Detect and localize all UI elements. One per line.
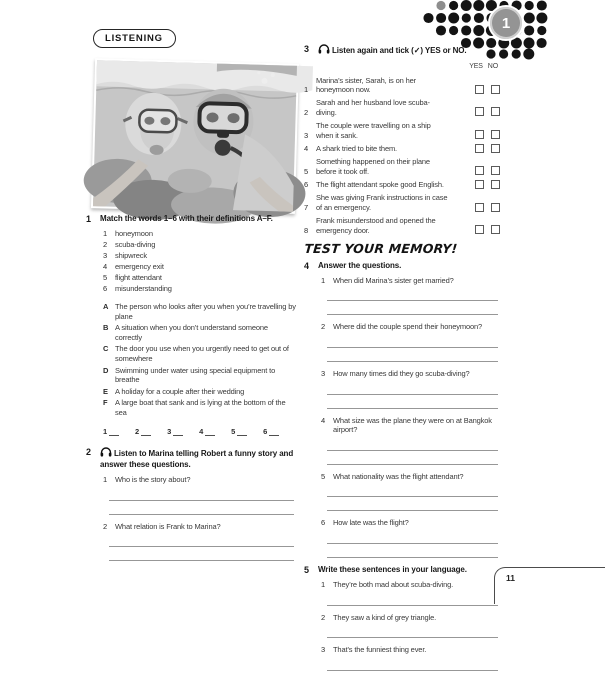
right-column xyxy=(304,44,500,678)
sentence-block xyxy=(304,580,500,606)
answer-line[interactable] xyxy=(327,438,498,451)
unit-number: 1 xyxy=(501,14,511,32)
statement-num: 5 xyxy=(304,166,309,176)
answer-line[interactable] xyxy=(327,335,498,348)
question-num: 3 xyxy=(321,369,326,378)
question-text: Who is the story about? xyxy=(115,475,191,485)
answer-line[interactable] xyxy=(327,288,498,301)
slot-num: 1 xyxy=(103,426,108,436)
question-text: What size was the plane they were on at Bangkok airport? xyxy=(333,415,492,435)
sentence-num: 2 xyxy=(321,612,326,622)
statement-row xyxy=(304,157,500,176)
sentence-text: That’s the funniest thing ever. xyxy=(333,645,427,655)
definition-text: A situation when you don’t understand someone correctly xyxy=(115,323,268,342)
section-label: LISTENING xyxy=(105,33,163,44)
answer-slot[interactable] xyxy=(167,427,183,437)
definition-item xyxy=(103,398,296,417)
sentence-text: They saw a kind of grey triangle. xyxy=(333,612,437,622)
statement-row xyxy=(304,121,500,140)
definition-text: The person who looks after you when you’re travelling by plane xyxy=(115,302,296,321)
word-text: emergency exit xyxy=(115,262,164,272)
sentence-text: They’re both mad about scuba-diving. xyxy=(333,579,454,589)
slot-num: 3 xyxy=(167,426,172,436)
definition-letter: F xyxy=(103,398,108,408)
exercise-2 xyxy=(86,447,296,561)
question-num: 1 xyxy=(103,475,108,485)
word-text: flight attendant xyxy=(115,273,162,283)
slot-blank[interactable] xyxy=(205,427,215,436)
answer-slot[interactable] xyxy=(231,427,247,437)
statement-num: 1 xyxy=(304,85,309,95)
yes-checkbox[interactable] xyxy=(475,203,484,212)
left-column xyxy=(86,214,296,568)
definition-letter: D xyxy=(103,365,109,375)
word-num: 4 xyxy=(103,262,108,272)
no-checkbox[interactable] xyxy=(491,225,500,234)
word-text: scuba-diving xyxy=(115,240,156,250)
definition-item xyxy=(103,366,296,385)
yes-checkbox[interactable] xyxy=(475,180,484,189)
word-text: shipwreck xyxy=(115,251,147,261)
statement-num: 2 xyxy=(304,107,309,117)
statement-text: Frank misunderstood and opened the emergency door. xyxy=(316,216,436,235)
statement-text: Sarah and her husband love scuba-diving. xyxy=(316,98,430,117)
exercise-5-title: Write these sentences in your language. xyxy=(318,564,467,574)
answer-line[interactable] xyxy=(327,593,498,606)
question-num: 5 xyxy=(321,471,326,481)
word-num: 2 xyxy=(103,240,108,250)
statement-num: 8 xyxy=(304,225,309,235)
sentence-num: 1 xyxy=(321,579,326,589)
no-checkbox[interactable] xyxy=(491,107,500,116)
section-header-listening xyxy=(93,29,176,48)
question-text: How many times did they go scuba-diving? xyxy=(333,369,470,378)
yes-checkbox[interactable] xyxy=(475,107,484,116)
statement-text: Marina’s sister, Sarah, is on her honeymoon now. xyxy=(316,75,416,95)
question-text: What nationality was the flight attendant? xyxy=(333,471,464,481)
no-column-label: NO xyxy=(487,63,498,70)
question-block xyxy=(304,472,500,512)
answer-line[interactable] xyxy=(327,625,498,638)
definition-letter: E xyxy=(103,386,108,396)
statement-row xyxy=(304,98,500,117)
answer-line[interactable] xyxy=(109,502,294,515)
answer-line[interactable] xyxy=(327,382,498,395)
word-item xyxy=(103,251,296,261)
page-number-tab xyxy=(494,567,605,604)
word-num: 3 xyxy=(103,251,108,261)
definitions-list xyxy=(86,302,296,418)
question-block xyxy=(86,475,296,515)
word-item xyxy=(103,229,296,239)
question-block xyxy=(304,416,500,465)
answer-slot[interactable] xyxy=(199,427,215,437)
definition-item xyxy=(103,323,296,342)
sentence-block xyxy=(304,613,500,639)
exercise-4 xyxy=(304,261,500,558)
page-number: 11 xyxy=(506,573,515,583)
question-block xyxy=(86,522,296,562)
exercise-2-title xyxy=(100,447,296,470)
definition-item xyxy=(103,302,296,321)
answer-line[interactable] xyxy=(327,396,498,409)
question-num: 2 xyxy=(321,322,326,332)
answer-line[interactable] xyxy=(327,349,498,362)
question-block xyxy=(304,518,500,558)
exercise-3-title-text: Listen again and tick (✓) YES or NO. xyxy=(332,46,467,55)
question-text: Where did the couple spend their honeymoon? xyxy=(333,322,483,332)
yes-checkbox[interactable] xyxy=(475,166,484,175)
sentence-num: 3 xyxy=(321,645,326,655)
statement-text: The couple were travelling on a ship when it sank. xyxy=(316,120,431,140)
no-checkbox[interactable] xyxy=(491,180,500,189)
statement-num: 4 xyxy=(304,144,309,154)
headphones-icon xyxy=(318,44,330,57)
answer-line[interactable] xyxy=(327,545,498,558)
statement-num: 6 xyxy=(304,180,309,190)
definition-item xyxy=(103,387,296,397)
yes-no-header xyxy=(304,62,498,72)
question-num: 1 xyxy=(321,275,326,285)
answer-line[interactable] xyxy=(109,488,294,501)
exercise-5 xyxy=(304,565,500,671)
statement-text: She was giving Frank instructions in case of an emergency. xyxy=(316,193,448,212)
definition-letter: B xyxy=(103,323,109,333)
question-block xyxy=(304,369,500,409)
exercise-1-title: Match the words 1–6 with their definitions A–F. xyxy=(100,214,273,223)
headphones-icon xyxy=(100,447,112,460)
yes-checkbox[interactable] xyxy=(475,130,484,139)
word-item xyxy=(103,240,296,250)
slot-blank[interactable] xyxy=(141,427,151,436)
slot-num: 5 xyxy=(231,426,236,436)
word-num: 5 xyxy=(103,273,108,283)
no-checkbox[interactable] xyxy=(491,130,500,139)
statement-row xyxy=(304,193,500,212)
answer-line[interactable] xyxy=(327,452,498,465)
question-text: How late was the flight? xyxy=(333,518,409,528)
exercise-4-title: Answer the questions. xyxy=(318,260,402,270)
statement-row xyxy=(304,76,500,95)
statement-num: 3 xyxy=(304,130,309,140)
no-checkbox[interactable] xyxy=(491,203,500,212)
question-block xyxy=(304,276,500,316)
statement-text: A shark tried to bite them. xyxy=(316,144,397,154)
exercise-1 xyxy=(86,214,296,436)
unit-number-badge xyxy=(488,5,524,41)
answer-line[interactable] xyxy=(327,484,498,497)
slot-blank[interactable] xyxy=(173,427,183,436)
statement-num: 7 xyxy=(304,202,309,212)
no-checkbox[interactable] xyxy=(491,85,500,94)
definition-item xyxy=(103,344,296,363)
exercise-3 xyxy=(304,44,500,235)
yes-column-label: YES xyxy=(469,63,483,70)
answer-line[interactable] xyxy=(109,548,294,561)
slot-blank[interactable] xyxy=(237,427,247,436)
exercise-4-number: 4 xyxy=(304,260,309,271)
word-text: honeymoon xyxy=(115,229,153,238)
exercise-3-title xyxy=(318,44,467,57)
question-text: When did Marina’s sister get married? xyxy=(333,275,454,285)
definition-text: A large boat that sank and is lying at the bottom of the sea xyxy=(115,398,286,417)
statement-row xyxy=(304,180,500,190)
word-item xyxy=(103,262,296,272)
statement-text: The flight attendant spoke good English. xyxy=(316,180,444,190)
definition-letter: A xyxy=(103,302,109,312)
statement-text: Something happened on their plane before it took off. xyxy=(316,157,430,176)
no-checkbox[interactable] xyxy=(491,166,500,175)
answer-slot[interactable] xyxy=(263,427,279,437)
answer-line[interactable] xyxy=(327,302,498,315)
definition-text: The door you use when you urgently need to get out of somewhere xyxy=(115,344,289,364)
word-text: misunderstanding xyxy=(115,284,172,294)
exercise-3-number: 3 xyxy=(304,44,309,54)
yes-checkbox[interactable] xyxy=(475,144,484,153)
question-text: What relation is Frank to Marina? xyxy=(115,521,221,531)
slot-num: 2 xyxy=(135,426,140,436)
question-num: 2 xyxy=(103,521,108,531)
definition-text: A holiday for a couple after their wedding xyxy=(115,386,245,396)
question-num: 6 xyxy=(321,518,326,528)
statement-row xyxy=(304,216,500,235)
answer-line[interactable] xyxy=(327,498,498,511)
answer-line[interactable] xyxy=(327,658,498,671)
answer-slot[interactable] xyxy=(135,427,151,437)
exercise-5-number: 5 xyxy=(304,564,309,575)
answer-line[interactable] xyxy=(327,531,498,544)
exercise-1-number: 1 xyxy=(86,214,91,224)
exercise-2-number: 2 xyxy=(86,447,91,458)
answer-line[interactable] xyxy=(109,534,294,547)
slot-num: 6 xyxy=(263,426,268,436)
statement-row xyxy=(304,144,500,154)
slot-blank[interactable] xyxy=(109,427,119,436)
definition-text: Swimming under water using special equipment to breathe xyxy=(115,365,276,385)
photo-illustration xyxy=(93,60,297,212)
word-item xyxy=(103,284,296,294)
slot-blank[interactable] xyxy=(269,427,279,436)
question-block xyxy=(304,322,500,362)
question-num: 4 xyxy=(321,415,326,425)
exercise-2-title-text: Listen to Marina telling Robert a funny story and answer these questions. xyxy=(100,449,294,470)
word-num: 1 xyxy=(103,229,108,238)
word-num: 6 xyxy=(103,284,108,294)
test-your-memory-heading: TEST YOUR MEMORY! xyxy=(303,241,459,257)
yes-checkbox[interactable] xyxy=(475,225,484,234)
matching-answer-row xyxy=(103,427,296,437)
yes-checkbox[interactable] xyxy=(475,85,484,94)
slot-num: 4 xyxy=(199,426,204,436)
definition-letter: C xyxy=(103,344,109,354)
word-item xyxy=(103,273,296,283)
snorkeling-couple-photo xyxy=(91,58,299,214)
sentence-block xyxy=(304,645,500,671)
no-checkbox[interactable] xyxy=(491,144,500,153)
answer-slot[interactable] xyxy=(103,427,119,437)
